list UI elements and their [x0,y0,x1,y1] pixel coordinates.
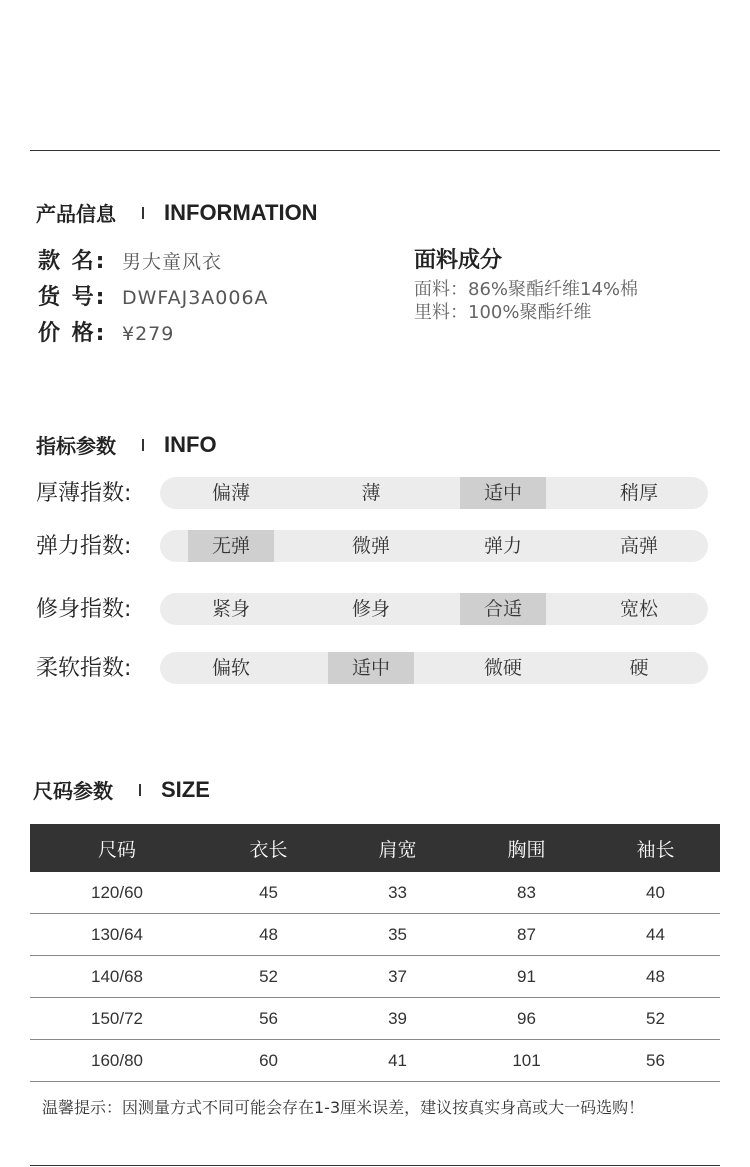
index-option: 修身 [351,598,390,620]
size-table-header [30,824,720,872]
size-cell: 150/72 [30,998,204,1040]
index-option: 薄 [361,482,381,504]
size-header-cell: 胸围 [462,824,591,872]
table-row [30,872,720,914]
info-row-name [38,244,222,275]
index-option: 偏薄 [211,482,250,504]
index-scale [160,530,708,562]
size-cell: 40 [591,872,720,914]
size-cell: 39 [333,998,462,1040]
title-separator [139,784,141,796]
index-scale [160,477,708,509]
info-title-zh: 产品信息 [36,202,116,226]
size-header-cell: 袖长 [591,824,720,872]
size-header-cell: 衣长 [204,824,333,872]
size-cell: 52 [204,956,333,998]
info-row-price [38,316,174,347]
title-separator [142,207,144,219]
size-title-en: SIZE [161,776,210,802]
index-option: 弹力 [483,535,522,557]
index-option-selected: 无弹 [188,530,274,562]
size-cell: 56 [204,998,333,1040]
size-note: 温馨提示：因测量方式不同可能会存在1-3厘米误差，建议按真实身高或大一码选购！ [42,1098,645,1117]
table-row [30,998,720,1040]
index-label: 柔软指数: [36,656,132,681]
fabric-title: 面料成分 [414,248,503,273]
index-option: 宽松 [619,598,658,620]
size-cell: 41 [333,1040,462,1082]
size-cell: 101 [462,1040,591,1082]
size-cell: 45 [204,872,333,914]
index-option: 偏软 [211,657,250,679]
title-separator [142,439,144,451]
size-cell: 44 [591,914,720,956]
index-option: 高弹 [619,535,658,557]
index-option-selected: 合适 [460,593,546,625]
size-cell: 33 [333,872,462,914]
index-label: 厚薄指数: [36,481,132,506]
index-title-en: INFO [164,431,217,457]
index-option: 硬 [629,657,649,679]
fabric-composition [414,243,638,324]
fabric-line: 面料：86%聚酯纤维14%棉 [414,279,639,300]
table-row [30,914,720,956]
index-section-title [36,430,217,459]
info-label: 货 号: [38,285,107,310]
index-row [36,477,712,511]
size-header-cell: 尺码 [30,824,204,872]
size-cell: 87 [462,914,591,956]
size-cell: 91 [462,956,591,998]
fabric-line: 里料：100%聚酯纤维 [414,302,592,323]
top-divider [30,150,720,151]
size-section-title [33,775,210,804]
table-row [30,956,720,998]
size-header-cell: 肩宽 [333,824,462,872]
info-title-en: INFORMATION [164,199,318,225]
index-row [36,652,712,686]
size-cell: 56 [591,1040,720,1082]
index-scale [160,652,708,684]
size-cell: 160/80 [30,1040,204,1082]
index-option: 微硬 [483,657,522,679]
index-option-selected: 适中 [328,652,414,684]
index-option: 紧身 [211,598,250,620]
info-value: DWFAJ3A006A [122,287,269,309]
info-value: 男大童风衣 [122,251,223,273]
info-row-sku [38,280,269,311]
size-cell: 37 [333,956,462,998]
size-cell: 140/68 [30,956,204,998]
index-scale [160,593,708,625]
size-title-zh: 尺码参数 [33,779,113,803]
size-cell: 120/60 [30,872,204,914]
size-cell: 48 [204,914,333,956]
index-row [36,593,712,627]
info-label: 价 格: [38,321,107,346]
size-cell: 83 [462,872,591,914]
index-row [36,530,712,564]
size-cell: 60 [204,1040,333,1082]
info-value: ¥279 [122,323,175,345]
index-option-selected: 适中 [460,477,546,509]
size-cell: 52 [591,998,720,1040]
size-cell: 130/64 [30,914,204,956]
index-label: 弹力指数: [36,534,132,559]
info-section-title [36,198,318,227]
size-cell: 35 [333,914,462,956]
index-title-zh: 指标参数 [36,434,116,458]
index-option: 微弹 [351,535,390,557]
size-cell: 96 [462,998,591,1040]
index-label: 修身指数: [36,597,132,622]
size-table [30,824,720,1082]
size-cell: 48 [591,956,720,998]
info-label: 款 名: [38,249,107,274]
index-option: 稍厚 [619,482,658,504]
table-row [30,1040,720,1082]
bottom-divider [30,1165,720,1166]
